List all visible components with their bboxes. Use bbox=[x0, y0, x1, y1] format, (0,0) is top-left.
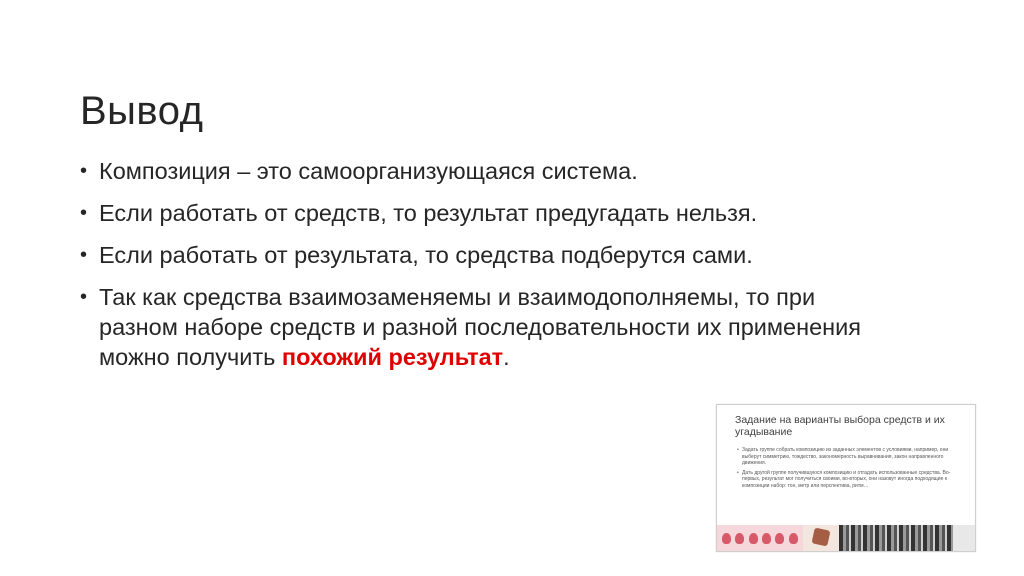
bullet-item bbox=[80, 240, 880, 270]
thumbnail-bullet: • Дать другой группе получившуюся композицию и отгадать использованные средства. Во-первых, результат мог получиться своими, во-вторых, они назовут иногда подходящие к композиции набор: тон, метр или перспектива, ритм… bbox=[737, 470, 955, 490]
pink-figures-image bbox=[717, 525, 803, 551]
bullet-text: Композиция – это самоорганизующаяся система. bbox=[99, 158, 638, 184]
bullet-dot-icon: • bbox=[80, 286, 88, 308]
slide-title: Вывод bbox=[80, 88, 204, 133]
bullet-dot-icon: • bbox=[80, 244, 88, 266]
bullet-text-end: . bbox=[503, 344, 510, 370]
bullet-item bbox=[80, 282, 880, 372]
bullet-dot-icon: • bbox=[80, 202, 88, 224]
brown-object-image bbox=[803, 525, 839, 551]
bullet-text: Если работать от результата, то средства подберутся сами. bbox=[99, 242, 753, 268]
bullet-item bbox=[80, 198, 880, 228]
thumbnail-bullet-list bbox=[737, 447, 955, 492]
bullet-item bbox=[80, 156, 880, 186]
bullet-text: Если работать от средств, то результат предугадать нельзя. bbox=[99, 200, 758, 226]
thumbnail-title: Задание на варианты выбора средств и их угадывание bbox=[735, 414, 945, 438]
slide-thumbnail[interactable] bbox=[716, 404, 976, 552]
thumbnail-image-strip bbox=[717, 525, 975, 551]
bullet-dot-icon: • bbox=[80, 160, 88, 182]
bullet-list bbox=[80, 156, 880, 384]
bullet-text: Так как средства взаимозаменяемы и взаимодополняемы, то при разном наборе средств и разной последовательности их применения можно получить bbox=[99, 284, 862, 370]
thumbnail-bullet: • Задать группе собрать композицию из заданных элементов с условиями, например, они выберут симметрию, тождество, закономерность выравнивания, закон направленного движения. bbox=[737, 447, 955, 467]
highlight-text: похожий результат bbox=[281, 344, 504, 370]
gray-figures-image bbox=[839, 525, 975, 551]
